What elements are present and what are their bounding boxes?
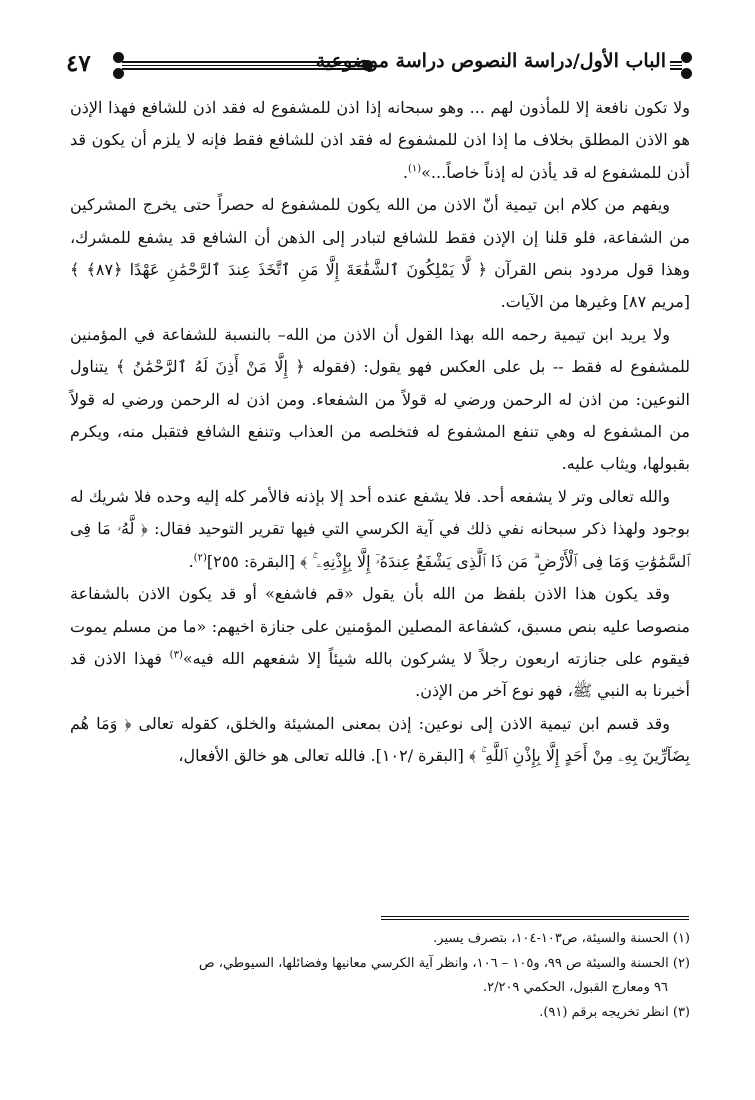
paragraph-text: . xyxy=(402,162,408,182)
paragraph xyxy=(70,578,690,708)
footnote: (٢) الحسنة والسيئة ص ٩٩، و١٠٥ – ١٠٦، وانظر آية الكرسي معانيها وفضائلها، السيوطي، ص xyxy=(198,955,690,971)
paragraph xyxy=(70,319,690,481)
quran-verse: ﴿ إِلَّا مَنْ أَذِنَ لَهُ ٱلرَّحْمَٰنُ ﴾ xyxy=(115,357,305,377)
footnote-continuation: ٩٦ ومعارج القبول، الحكمي ٢/٢٠٩. xyxy=(482,980,668,995)
footnote-ref: (١) xyxy=(407,163,422,175)
footnote: (٣) انظر تخريجه برقم (٩١). xyxy=(539,1004,690,1020)
header-ornament-dot xyxy=(681,52,692,63)
main-text xyxy=(70,92,690,773)
paragraph-text: وقد يكون هذا الاذن بلفظ من الله بأن يقول «قم فاشفع» أو قد يكون الاذن بالشفاعة منصوصا عليه بنص مسبق، كشفاعة المصلين المؤمنين على جنازة اخيهم: «ما من مسلم يموت فيقوم على جنازته اربعون رجلاً لا يشركون بالله شيئاً إلا شفعهم الله فيه» xyxy=(70,584,690,668)
page-header xyxy=(66,48,696,82)
paragraph xyxy=(70,189,690,319)
verse-reference: [البقرة: ٢٥٥] xyxy=(206,551,296,571)
paragraph xyxy=(70,92,690,189)
header-double-rule xyxy=(670,61,682,70)
paragraph xyxy=(70,708,690,773)
footnote-separator xyxy=(381,916,689,920)
paragraph-text: والله تعالى وتر لا يشفعه أحد. فلا يشفع عنده أحد إلا بإذنه فالأمر كله إليه وحده فلا شريك له بوجود ولهذا ذكر سبحانه نفي ذلك في آية الكرسي التي فيها تقرير التوحيد فقال: xyxy=(70,486,691,539)
footnote-ref: (٣) xyxy=(169,649,183,661)
header-ornament-dot xyxy=(681,68,692,79)
footnotes xyxy=(70,927,690,1025)
paragraph-text: ولا تكون نافعة إلا للمأذون لهم ... وهو سبحانه إذا اذن للمشفوع له فقد اذن للشافع فهذا الإذن هو الاذن المطلق بخلاف ما إذا اذن للمشفوع له فقد اذن للشافع فقط فإنه لا يلزم أن يكون قد أذن للمشفوع له قد يأذن له إذناً خاصاً...» xyxy=(70,98,690,182)
footnote: (١) الحسنة والسيئة، ص١٠٣-١٠٤، بتصرف يسير. xyxy=(433,931,690,946)
paragraph-text: . xyxy=(188,551,194,571)
quran-verse: ﴿ لَّهُۥ مَا فِى ٱلسَّمَٰوَٰتِ وَمَا فِى ٱلْأَرْضِ ۗ مَن ذَا ٱلَّذِى يَشْفَعُ عِندَهُۥٓ إِلَّا بِإِذْنِهِۦ ۚ ﴾ xyxy=(70,519,690,571)
paragraph-text: وقد قسم ابن تيمية الاذن إلى نوعين: إذن بمعنى المشيئة والخلق، كقوله تعالى xyxy=(138,713,670,733)
quran-verse: ﴿ وَمَا هُم بِضَآرِّينَ بِهِۦ مِنْ أَحَدٍ إِلَّا بِإِذْنِ ٱللَّهِ ۚ ﴾ xyxy=(70,713,690,766)
paragraph-text: ويفهم من كلام ابن تيمية أنّ الاذن من الله يكون للمشفوع له حصراً حتى يخرج المشركين من الشفاعة، فلو قلنا إن الإذن فقط للشافع لتبادر إلى الذهن أن الشافع قد يشفع للمشرك، وهذا قول مردود بنص القرآن xyxy=(70,195,690,280)
verse-reference: [مريم ٨٧] وغيرها من الآيات. xyxy=(500,292,690,312)
chapter-title: الباب الأول/دراسة النصوص دراسة موضوعية xyxy=(315,50,666,72)
paragraph xyxy=(70,481,690,578)
footnote-ref: (٢) xyxy=(193,552,207,564)
quran-verse: ﴿ لَّا يَمْلِكُونَ ٱلشَّفَٰعَةَ إِلَّا مَنِ ٱتَّخَذَ عِندَ ٱلرَّحْمَٰنِ عَهْدًا ﴿٨٧﴾ ﴾ xyxy=(70,260,488,280)
paragraph-text: يتناول النوعين: من اذن له الرحمن ورضي له قولاً من الشفعاء. ومن اذن له الرحمن ورضي له قولاً من المشفوع له وهي تنفع المشفوع له فتخلصه من العذاب وتنفع الشافع فتقبل منه، ويكرم بقبولها، ويثاب عليه. xyxy=(70,357,690,474)
paragraph-text: فهذا الاذن قد أخبرنا به النبي ﷺ، فهو نوع آخر من الإذن. xyxy=(70,648,690,701)
paragraph-text: ولا يريد ابن تيمية رحمه الله بهذا القول أن الاذن من الله– بالنسبة للشفاعة في المؤمنين للمشفوع له فقط -- بل على العكس فهو يقول: (فقوله xyxy=(70,324,691,377)
verse-reference: [البقرة /١٠٢]. فالله تعالى هو خالق الأفعال، xyxy=(178,746,464,766)
page-number: ٤٧ xyxy=(66,50,91,77)
